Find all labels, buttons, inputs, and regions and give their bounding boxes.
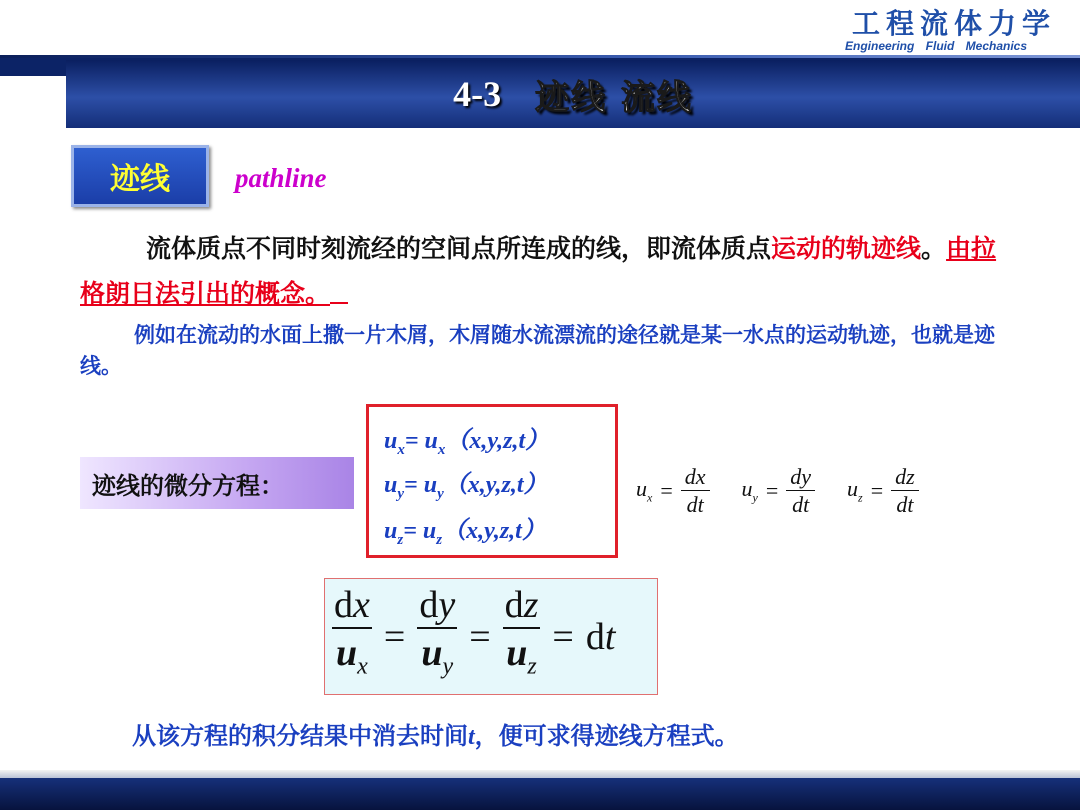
slide-title [66,60,1080,128]
velocity-equation-x: $u_x= u_x(x,y,z,t)$ [384,428,550,458]
underline-tail [330,302,348,304]
velocity-equation-y: $u_y= u_y(x,y,z,t)$ [384,472,548,502]
example-paragraph: 例如在流动的水面上撒一片木屑，木屑随水流漂流的途径就是某一水点的运动轨迹，也就是迹线。 [80,323,995,378]
term-dt: dt [585,616,616,658]
section-english-term: pathline [235,163,327,193]
section-number: 4-3 [453,74,502,114]
pathline-equation: $\frac{dx}{u_x}$ = $\frac{dy}{u_y}$ = $\frac{dz}{u_z}$ = dt [332,584,615,690]
term-z: $\frac{dz}{u_z}$ [504,584,539,680]
section-label: 迹线 [110,162,170,197]
footer-divider [0,770,1080,778]
section-title: 迹线 流线 [535,77,693,118]
logo-title-cn: 工程流体力学 [852,7,1057,40]
term-x: $\frac{dx}{u_x}$ [334,584,370,680]
footer-band [0,778,1080,810]
definition-lagrange-note: 由拉格朗日法引出的概念。 [80,234,997,308]
definition-paragraph [80,226,1020,316]
derivative-relations [636,456,919,526]
differential-equation-label [80,457,354,509]
term-y: $\frac{dy}{u_y}$ [419,584,456,680]
derivative-ux: $u_x$ = $\frac{dx}{dt}$ [636,464,710,519]
logo-title-en: Engineering Fluid Mechanics [845,39,1028,53]
derivative-uy: $u_y$ = $\frac{dy}{dt}$ [742,464,816,519]
differential-equation-label-text: 迹线的微分方程： [92,471,284,500]
definition-highlight: 运动的轨迹线 [771,234,922,263]
conclusion-text: 从该方程的积分结果中消去时间t，便可求得迹线方程式。 [132,722,739,750]
derivative-uz: $u_z$ = $\frac{dz}{dt}$ [847,464,919,519]
velocity-equation-z: $u_z= u_z(x,y,z,t)$ [384,518,546,548]
definition-punct: 。 [921,234,947,263]
definition-text: 流体质点不同时刻流经的空间点所连成的线，即流体质点 [146,234,772,263]
section-label-box [71,145,209,207]
